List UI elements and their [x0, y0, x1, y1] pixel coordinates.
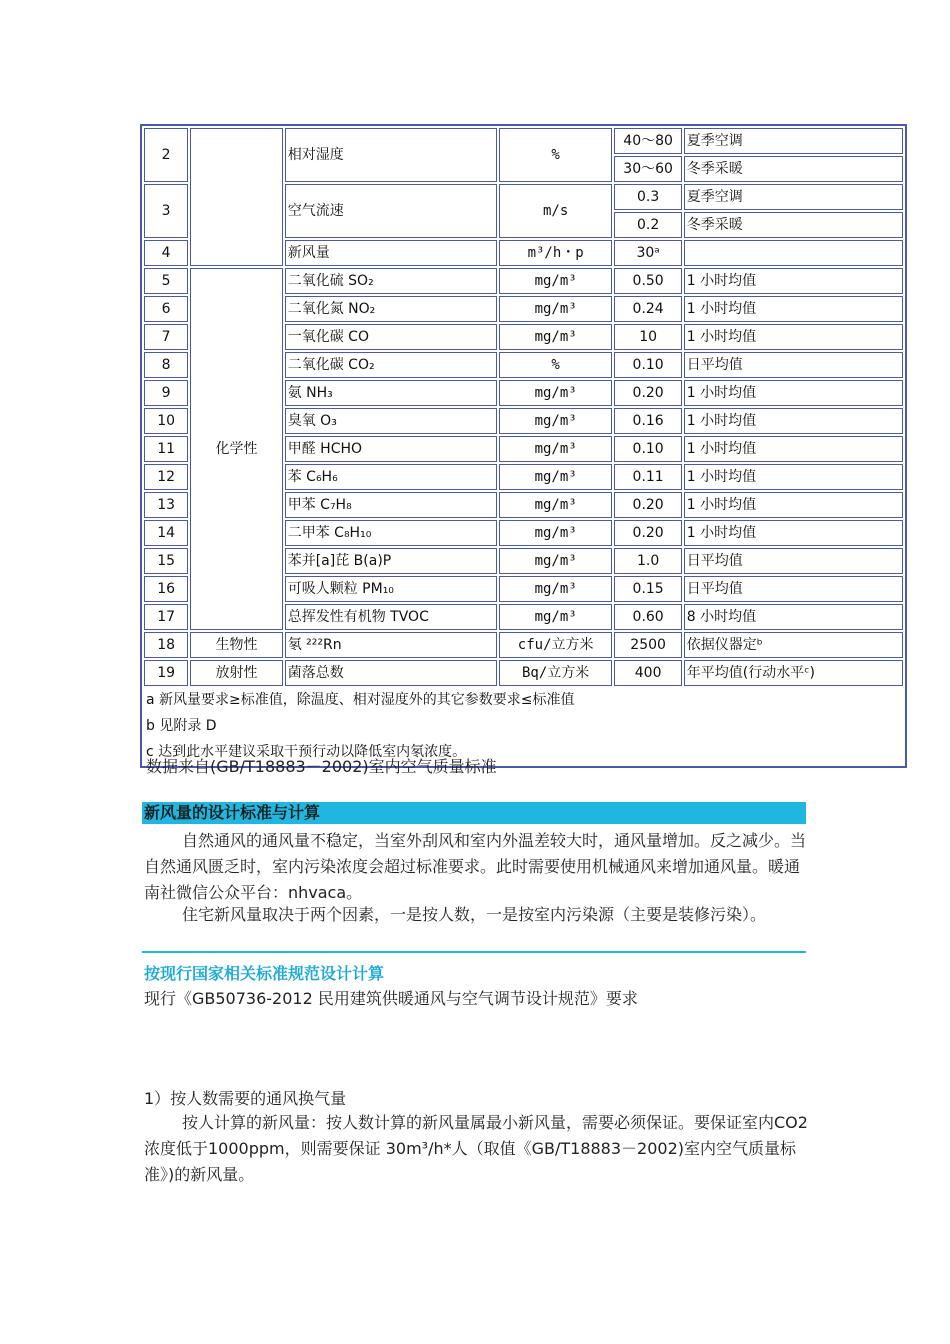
value-cell: 0.15: [614, 576, 681, 602]
note-cell: 1 小时均值: [684, 408, 903, 434]
source-line: 数据来自(GB/T18883－2002)室内空气质量标准: [146, 757, 497, 776]
note-cell: 1 小时均值: [684, 296, 903, 322]
footnote-c: c 达到此水平建议采取干预行动以降低室内氡浓度。: [146, 744, 467, 760]
footnote-b: b 见附录 D: [146, 718, 217, 734]
param-cell: 甲醛 HCHO: [285, 436, 497, 462]
note-cell: 1 小时均值: [684, 492, 903, 518]
note-cell: 1 小时均值: [684, 324, 903, 350]
footnote-a: a 新风量要求≥标准值，除温度、相对湿度外的其它参数要求≤标准值: [146, 692, 575, 708]
value-cell: 0.20: [614, 380, 681, 406]
param-cell: 空气流速: [285, 184, 497, 238]
note-cell: 8 小时均值: [684, 604, 903, 630]
note-cell: 依据仪器定ᵇ: [684, 632, 903, 658]
note-cell: 冬季采暖: [684, 156, 903, 182]
unit-cell: cfu/立方米: [499, 632, 613, 658]
unit-cell: Bq/立方米: [499, 660, 613, 686]
value-cell: 2500: [614, 632, 681, 658]
param-cell: 二氧化硫 SO₂: [285, 268, 497, 294]
footnote-row: [144, 688, 903, 712]
table-row: [144, 632, 903, 658]
param-cell: 甲苯 C₇H₈: [285, 492, 497, 518]
paragraph: 自然通风的通风量不稳定，当室外刮风和室内外温差较大时，通风量增加。反之减少。当自然通风匮乏时，室内污染浓度会超过标准要求。此时需要使用机械通风来增加通风量。暖通南社微信公众平台：nhvaca。: [144, 831, 807, 902]
row-no: 19: [144, 660, 188, 686]
row-no: 17: [144, 604, 188, 630]
category-cell: [190, 128, 282, 266]
value-cell: 30ᵃ: [614, 240, 681, 266]
note-cell: 冬季采暖: [684, 212, 903, 238]
note-cell: 年平均值(行动水平ᶜ): [684, 660, 903, 686]
param-cell: 新风量: [285, 240, 497, 266]
air-quality-table: [140, 124, 907, 768]
row-no: 3: [144, 184, 188, 238]
unit-cell: mg/m³: [499, 380, 613, 406]
unit-cell: mg/m³: [499, 268, 613, 294]
category-cell: 化学性: [190, 268, 282, 630]
param-cell: 二甲苯 C₈H₁₀: [285, 520, 497, 546]
note-cell: 日平均值: [684, 548, 903, 574]
row-no: 11: [144, 436, 188, 462]
note-cell: 1 小时均值: [684, 436, 903, 462]
unit-cell: m³/h・p: [499, 240, 613, 266]
value-cell: 0.24: [614, 296, 681, 322]
footnote-row: [144, 714, 903, 738]
param-cell: 菌落总数: [285, 660, 497, 686]
param-cell: 二氧化碳 CO₂: [285, 352, 497, 378]
section-divider: [142, 951, 806, 953]
param-cell: 相对湿度: [285, 128, 497, 182]
note-cell: 1 小时均值: [684, 268, 903, 294]
value-cell: 0.16: [614, 408, 681, 434]
param-cell: 臭氧 O₃: [285, 408, 497, 434]
unit-cell: m/s: [499, 184, 613, 238]
note-cell: 1 小时均值: [684, 520, 903, 546]
value-cell: 0.50: [614, 268, 681, 294]
note-cell: 日平均值: [684, 352, 903, 378]
unit-cell: mg/m³: [499, 464, 613, 490]
row-no: 7: [144, 324, 188, 350]
chemical-rows: [144, 268, 903, 686]
unit-cell: mg/m³: [499, 492, 613, 518]
value-cell: 0.20: [614, 520, 681, 546]
unit-cell: mg/m³: [499, 436, 613, 462]
value-cell: 0.11: [614, 464, 681, 490]
row-no: 8: [144, 352, 188, 378]
value-cell: 0.3: [614, 184, 681, 210]
param-cell: 苯并[a]芘 B(a)P: [285, 548, 497, 574]
row-no: 4: [144, 240, 188, 266]
row-no: 18: [144, 632, 188, 658]
value-cell: 1.0: [614, 548, 681, 574]
paragraph: 住宅新风量取决于两个因素，一是按人数，一是按室内污染源（主要是装修污染）。: [182, 905, 767, 924]
section-heading-bar: [142, 802, 806, 824]
list-item-heading: 1）按人数需要的通风换气量: [144, 1089, 347, 1108]
category-cell: 生物性: [190, 632, 282, 658]
unit-cell: mg/m³: [499, 548, 613, 574]
category-cell: 放射性: [190, 660, 282, 686]
row-no: 10: [144, 408, 188, 434]
param-cell: 二氧化氮 NO₂: [285, 296, 497, 322]
value-cell: 400: [614, 660, 681, 686]
table-row: [144, 128, 903, 154]
value-cell: 0.20: [614, 492, 681, 518]
value-cell: 10: [614, 324, 681, 350]
unit-cell: mg/m³: [499, 520, 613, 546]
unit-cell: %: [499, 128, 613, 182]
value-cell: 0.2: [614, 212, 681, 238]
row-no: 9: [144, 380, 188, 406]
row-no: 15: [144, 548, 188, 574]
param-cell: 一氧化碳 CO: [285, 324, 497, 350]
value-cell: 0.10: [614, 436, 681, 462]
note-cell: 日平均值: [684, 576, 903, 602]
unit-cell: mg/m³: [499, 576, 613, 602]
section-heading: 新风量的设计标准与计算: [144, 803, 321, 822]
section-heading: 按现行国家相关标准规范设计计算: [144, 964, 385, 983]
note-cell: 夏季空调: [684, 184, 903, 210]
air-quality-table-wrapper: [140, 124, 907, 768]
unit-cell: %: [499, 352, 613, 378]
row-no: 2: [144, 128, 188, 182]
row-no: 16: [144, 576, 188, 602]
row-no: 13: [144, 492, 188, 518]
value-cell: 0.60: [614, 604, 681, 630]
row-no: 12: [144, 464, 188, 490]
row-no: 14: [144, 520, 188, 546]
row-no: 5: [144, 268, 188, 294]
note-cell: 1 小时均值: [684, 464, 903, 490]
table-row: [144, 268, 903, 294]
value-cell: 0.10: [614, 352, 681, 378]
unit-cell: mg/m³: [499, 604, 613, 630]
param-cell: 苯 C₆H₆: [285, 464, 497, 490]
note-cell: 夏季空调: [684, 128, 903, 154]
row-no: 6: [144, 296, 188, 322]
param-cell: 氡 ²²²Rn: [285, 632, 497, 658]
paragraph: 现行《GB50736-2012 民用建筑供暖通风与空气调节设计规范》要求: [144, 989, 638, 1008]
param-cell: 总挥发性有机物 TVOC: [285, 604, 497, 630]
unit-cell: mg/m³: [499, 408, 613, 434]
param-cell: 可吸人颗粒 PM₁₀: [285, 576, 497, 602]
value-cell: 30～60: [614, 156, 681, 182]
value-cell: 40～80: [614, 128, 681, 154]
note-cell: 1 小时均值: [684, 380, 903, 406]
note-cell: [684, 240, 903, 266]
table-row: [144, 660, 903, 686]
unit-cell: mg/m³: [499, 296, 613, 322]
paragraph: 按人计算的新风量：按人数计算的新风量属最小新风量，需要必须保证。要保证室内CO2 浓度低于1000ppm，则需要保证 30m³/h*人（取值《GB/T18883－2002)室内空气质量标准》)的新风量。: [144, 1113, 808, 1184]
unit-cell: mg/m³: [499, 324, 613, 350]
param-cell: 氨 NH₃: [285, 380, 497, 406]
